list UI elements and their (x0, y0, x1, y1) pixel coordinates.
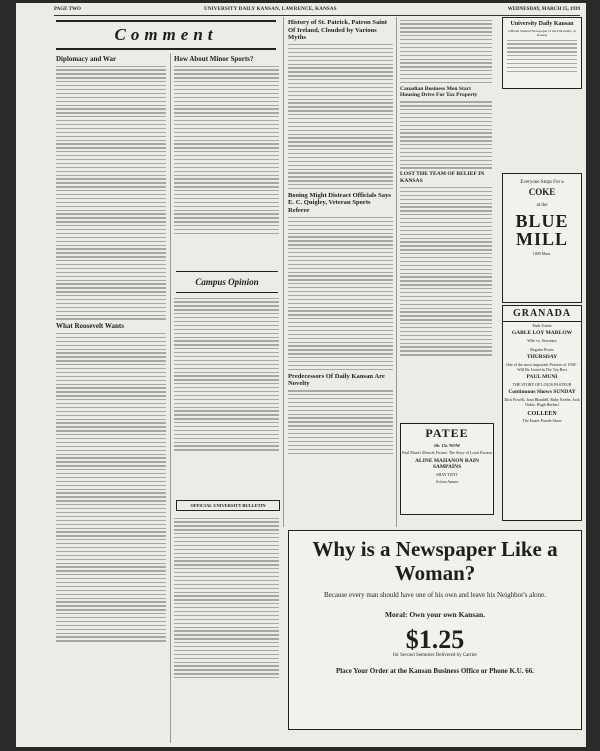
headline-kansas: LOST THE TEAM OF BELIEF IN KANSAS (400, 171, 485, 184)
campus-opinion-body (174, 295, 279, 495)
column-3 (288, 17, 393, 456)
headline-minor-sports: How About Minor Sports? (174, 55, 254, 63)
granada-name: GRANADA (503, 306, 581, 322)
article-body (288, 390, 393, 454)
column-1 (56, 53, 166, 644)
headline-diplomacy: Diplomacy and War (56, 55, 117, 63)
ad-headline: Why is a Newspaper Like a Woman? (312, 537, 558, 585)
campus-opinion-banner: Campus Opinion (176, 271, 278, 293)
ad-subtext: Because every man should have one of his own and leave his Neighbor's alone. (323, 591, 547, 599)
blue-mill-ad: Everyone Stops For a COKE at the BLUE MILL 1009 Mass. (502, 173, 582, 303)
column-4 (400, 17, 492, 358)
article-body (400, 20, 492, 84)
newspaper-page (16, 3, 586, 747)
article-body (400, 101, 492, 168)
kansan-staff-box: University Daily Kansan Official Student Newspaper of the University of Kansas (502, 17, 582, 89)
bulletin-body (174, 515, 279, 735)
issue-date: WEDNESDAY, MARCH 15, 1939 (507, 7, 580, 12)
newspaper-subscription-ad (288, 530, 582, 730)
headline-roosevelt: What Roosevelt Wants (56, 322, 124, 331)
article-body (288, 44, 393, 189)
headline-booing: Booing Might Distract Officials Says E. C. Quigley, Veteran Sports Referee (288, 191, 391, 214)
patee-name: PATEE (425, 426, 469, 440)
ad-price: $1.25 (405, 625, 465, 654)
patee-ad: PATEE 10c 15c NOW Paul Muni's Miracle Picture. The Story of Louis Pasteur ALINE MAHANON RAIN SAMPAINS SHAY TENT Action Ammo (400, 423, 494, 515)
column-2 (174, 53, 279, 237)
headline-predecessors: Predecessors Of Daily Kansan Are Novelty (288, 372, 385, 388)
ad-call-to-action: Place Your Order at the Kansan Business Office or Phone K.U. 66. (335, 667, 535, 675)
headline-canadian: Canadian Business Men Start Housing Drive For Tax Property (400, 85, 478, 99)
ad-moral: Moral: Own your own Kansan. (384, 610, 486, 619)
official-bulletin-banner: OFFICIAL UNIVERSITY BULLETIN (176, 500, 280, 511)
article-body (56, 333, 166, 642)
page-label: PAGE TWO (54, 7, 81, 12)
granada-ad: GRANADA Ends Tonite GABLE LOY MARLOW Wife vs. Secretary Regular Prices THURSDAY One of the most important Pictures of 1938 - Will Be Listed in The Ten Best PAUL MUNI THE STORY OF LOUIS PASTEUR Continuous Shows SUNDAY Dick Powell, Joan Blondell, Ruby Keeler, Jack Oakie, Hugh Herbert COLLEEN The Easter Parade Show (502, 305, 582, 521)
article-body (56, 66, 166, 320)
headline-st-patrick: History of St. Patrick, Patron Saint Of Ireland, Clouded by Various Myths (288, 19, 387, 41)
comment-banner: Comment (56, 20, 276, 50)
ad-price-note: for Second Semester Delivered by Carrier (393, 653, 477, 658)
paper-name: UNIVERSITY DAILY KANSAN, LAWRENCE, KANSAS (204, 7, 337, 12)
article-body (400, 187, 492, 356)
blue-mill-name: BLUE MILL (515, 211, 569, 249)
article-body (174, 66, 279, 235)
masthead (54, 5, 580, 16)
article-body (288, 217, 393, 370)
